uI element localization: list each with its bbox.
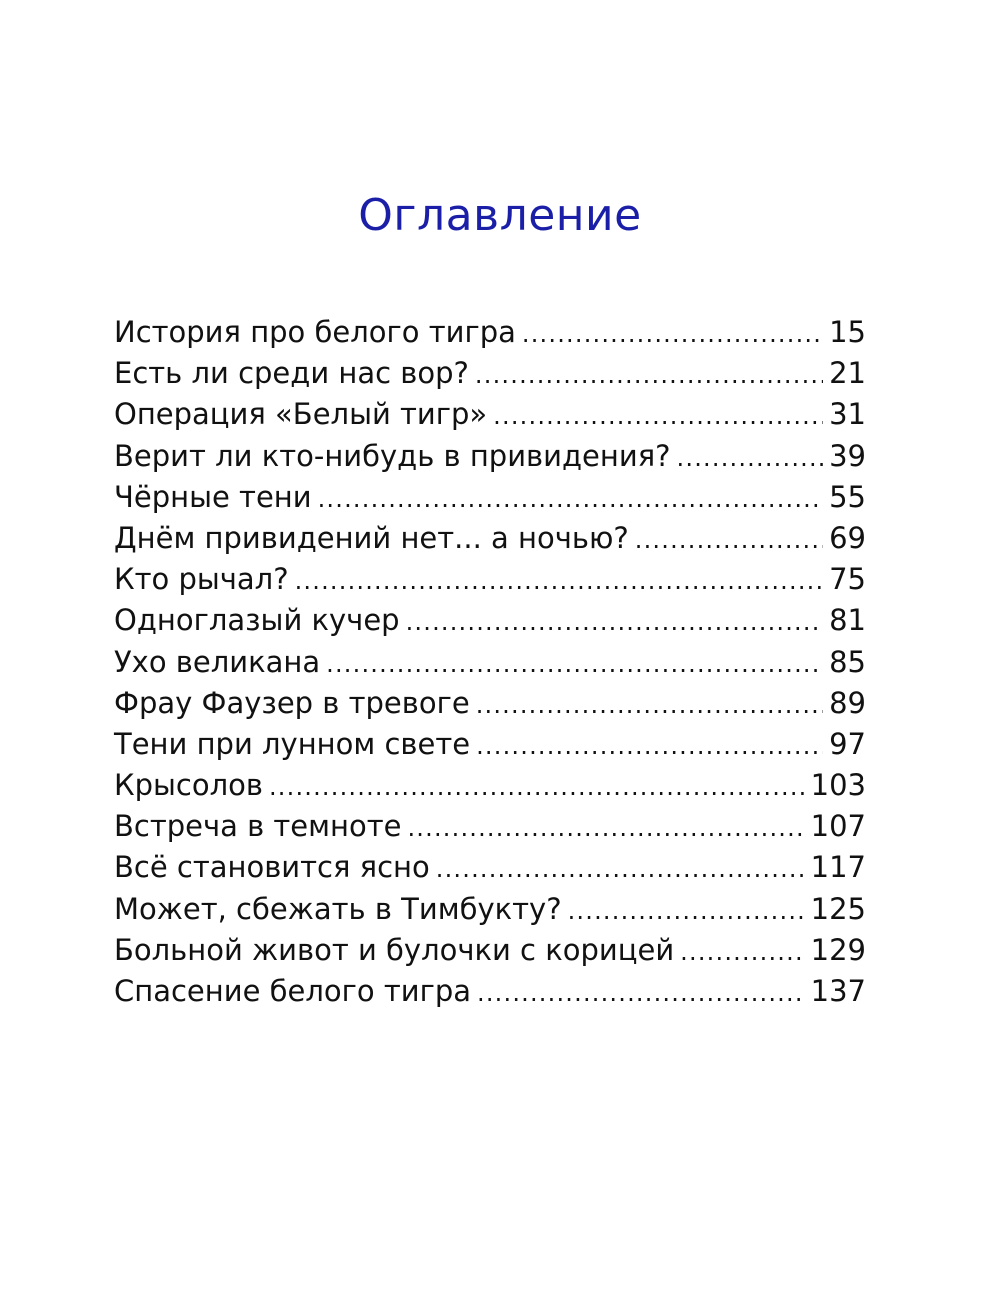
toc-entry-label: Может, сбежать в Тимбукту? xyxy=(114,891,562,926)
toc-entry xyxy=(114,394,866,435)
toc-dot-leader xyxy=(493,396,823,437)
toc-entry-page: 31 xyxy=(829,397,866,432)
toc-entry xyxy=(114,353,866,394)
toc-entry-label: Кто рычал? xyxy=(114,562,289,597)
toc-entry-page: 125 xyxy=(810,891,866,926)
toc-entry xyxy=(114,765,866,806)
toc-entry-label: Спасение белого тигра xyxy=(114,974,471,1008)
toc-entry-label: Всё становится ясно xyxy=(114,850,430,885)
toc-title: Оглавление xyxy=(358,190,642,241)
toc-dot-leader xyxy=(476,685,823,726)
toc-entry xyxy=(114,642,866,683)
toc-dot-leader xyxy=(476,726,823,767)
toc-entry-page: 39 xyxy=(829,438,866,473)
toc-entry-label: Днём привидений нет... а ночью? xyxy=(114,520,629,555)
toc-entry xyxy=(114,889,866,930)
toc-list xyxy=(114,312,866,1012)
toc-entry-label: Тени при лунном свете xyxy=(114,726,471,761)
toc-dot-leader xyxy=(326,644,823,685)
toc-dot-leader xyxy=(680,932,804,973)
toc-entry xyxy=(114,312,866,353)
toc-entry-page: 117 xyxy=(810,850,866,885)
toc-entry-label: Больной живот и булочки с корицей xyxy=(114,932,675,967)
toc-dot-leader xyxy=(269,767,805,808)
toc-dot-leader xyxy=(568,891,805,932)
toc-entry-page: 89 xyxy=(829,685,866,720)
toc-dot-leader xyxy=(522,314,823,355)
toc-entry-page: 21 xyxy=(829,356,866,391)
toc-dot-leader xyxy=(407,808,804,849)
toc-dot-leader xyxy=(295,561,824,602)
toc-dot-leader xyxy=(318,479,824,520)
toc-entry-label: Чёрные тени xyxy=(114,479,312,514)
toc-entry-page: 75 xyxy=(829,562,866,597)
toc-entry xyxy=(114,971,866,1012)
toc-dot-leader xyxy=(635,520,823,561)
toc-entry xyxy=(114,559,866,600)
toc-entry xyxy=(114,806,866,847)
toc-entry-page: 55 xyxy=(829,479,866,514)
toc-entry-label: Есть ли среди нас вор? xyxy=(114,356,469,391)
toc-entry xyxy=(114,436,866,477)
toc-entry xyxy=(114,518,866,559)
toc-dot-leader xyxy=(475,355,823,396)
toc-dot-leader xyxy=(436,849,805,890)
toc-entry-page: 69 xyxy=(829,520,866,555)
toc-entry-label: Фрау Фаузер в тревоге xyxy=(114,685,470,720)
toc-entry-page: 97 xyxy=(829,726,866,761)
toc-dot-leader xyxy=(477,973,805,1014)
toc-entry xyxy=(114,683,866,724)
toc-entry xyxy=(114,477,866,518)
toc-entry-page: 129 xyxy=(810,932,866,967)
toc-entry-page: 103 xyxy=(810,768,866,803)
toc-dot-leader xyxy=(406,602,824,643)
toc-entry-label: Одноглазый кучер xyxy=(114,603,400,638)
toc-entry-label: Встреча в темноте xyxy=(114,809,402,844)
toc-entry xyxy=(114,847,866,888)
toc-entry-label: Верит ли кто-нибудь в привидения? xyxy=(114,438,671,473)
toc-entry xyxy=(114,724,866,765)
toc-entry-label: Крысолов xyxy=(114,768,263,803)
toc-entry-label: История про белого тигра xyxy=(114,315,516,349)
toc-dot-leader xyxy=(677,438,824,479)
toc-entry xyxy=(114,600,866,641)
toc-entry-page: 15 xyxy=(829,315,866,349)
toc-entry-label: Операция «Белый тигр» xyxy=(114,397,488,432)
toc-entry xyxy=(114,930,866,971)
toc-entry-page: 81 xyxy=(829,603,866,638)
toc-entry-page: 85 xyxy=(829,644,866,679)
toc-entry-label: Ухо великана xyxy=(114,644,321,679)
toc-entry-page: 137 xyxy=(810,974,866,1008)
toc-entry-page: 107 xyxy=(810,809,866,844)
